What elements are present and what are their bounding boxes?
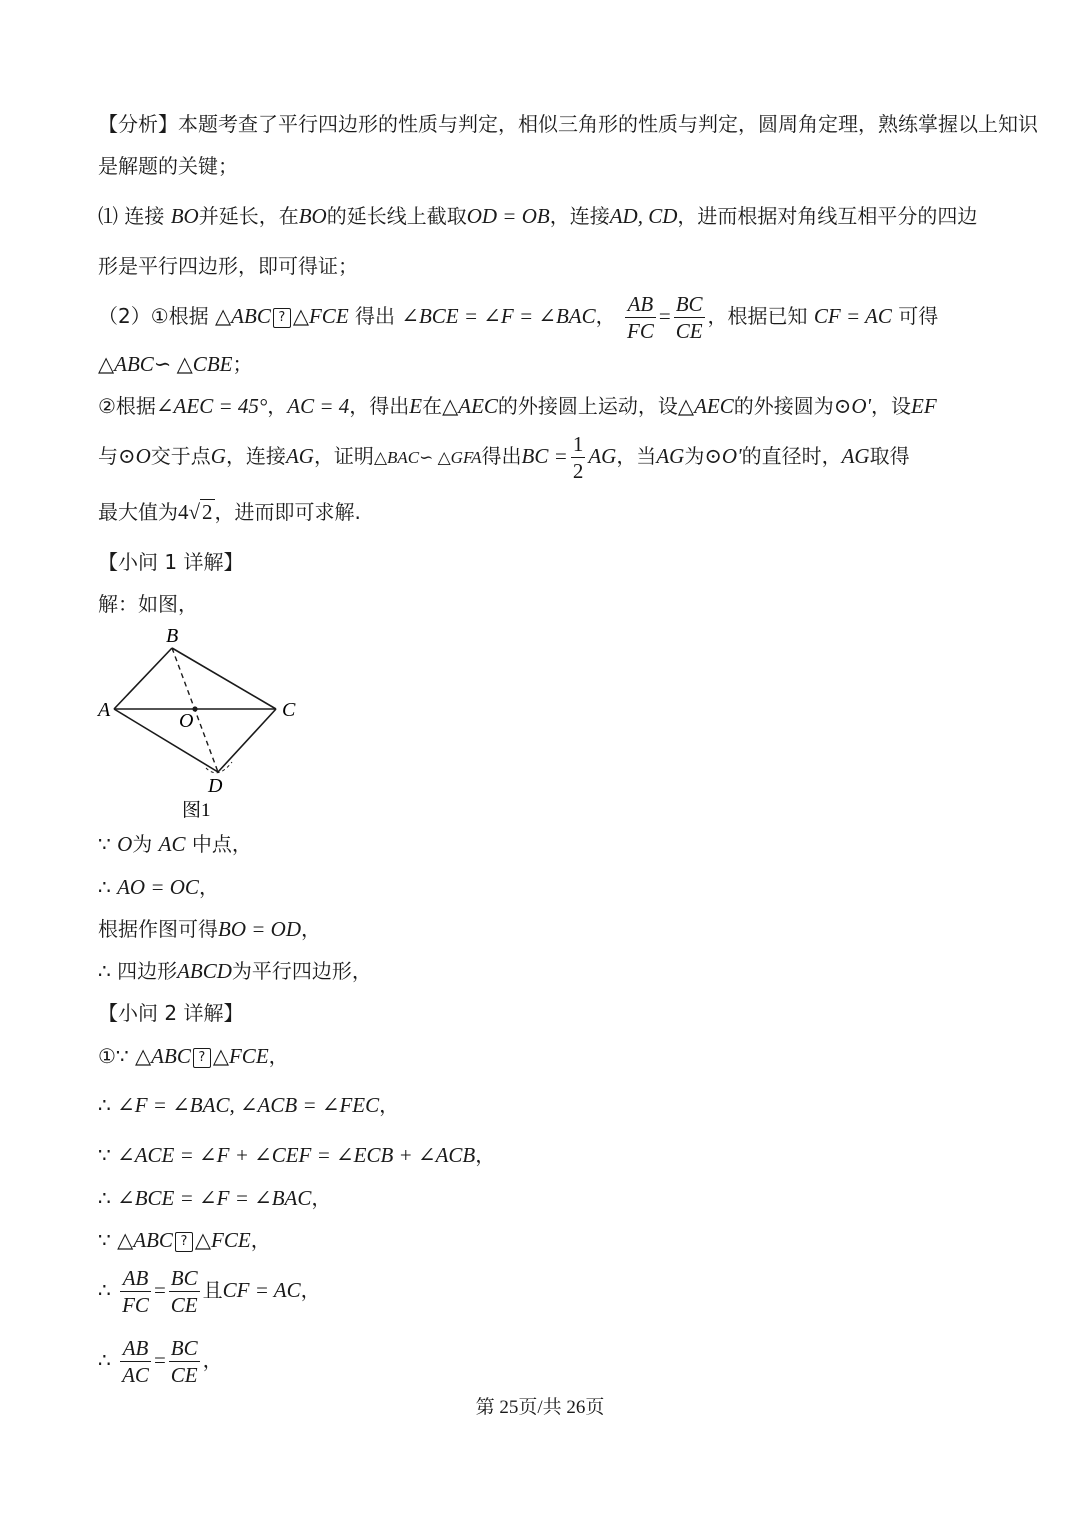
q2-line-2: ∴ ∠F = ∠BAC, ∠ACB = ∠FEC， <box>98 1093 400 1117</box>
label-c: C <box>282 699 296 721</box>
q2-line-4: ∴ ∠BCE = ∠F = ∠BAC， <box>98 1186 332 1210</box>
unknown-glyph-icon: ? <box>273 308 291 328</box>
analysis-line-2 <box>98 152 238 180</box>
figure-caption: 图1 <box>182 800 211 821</box>
analysis-part2-line-2: △ABC∽ △CBE； <box>98 352 253 376</box>
q2-line-7: ∴ $\frac{AB}{AC}$ = $\frac{BC}{CE}$ ， <box>98 1336 223 1387</box>
q1-step-4: ∴ 四边形ABCD为平行四边形， <box>98 959 372 983</box>
page-number-footer: 第 25页/共 26页 <box>475 1397 605 1418</box>
analysis-line-1 <box>98 110 1038 138</box>
analysis-part2-line-1: （2）①根据 △ABC ? △FCE 得出 ∠BCE = ∠F = ∠BAC， $\frac{AB}{FC}$ = $\frac{BC}{CE}$ ，根据已知 CF = AC 可得 <box>98 292 939 343</box>
label-a: A <box>98 699 111 721</box>
section-heading-q1: 【小问 1 详解】 <box>98 550 244 574</box>
edge-bc <box>172 648 276 709</box>
fraction: $\frac{AB}{FC}$ <box>122 1266 149 1317</box>
q1-step-3: 根据作图可得BO = OD， <box>98 917 321 941</box>
q1-step-1: ∵ O为 AC 中点， <box>98 832 252 856</box>
fraction: $\frac{AB}{AC}$ <box>122 1336 149 1387</box>
analysis-part1-line-1: ⑴ 连接 BO并延长，在BO的延长线上截取OD = OB，连接AD, CD，进而根据对角线互相平分的四边 <box>98 204 978 228</box>
fraction: $\frac{AB}{FC}$ <box>627 292 654 343</box>
q2-line-5: ∵ △ABC ? △FCE， <box>98 1228 271 1252</box>
edge-cd <box>218 709 276 772</box>
edge-ab <box>114 648 172 709</box>
label-o: O <box>179 710 194 732</box>
analysis-part3-line-3: 最大值为4√2 ，进而即可求解. <box>98 500 361 524</box>
analysis-part3-line-2: 与⊙O交于点G，连接AG，证明△BAC∽ △GFA得出BC = $\frac{1}{2}$ AG，当AG为⊙O'的直径时，AG取得 <box>98 432 910 483</box>
q2-line-1: ①∵ △ABC ? △FCE， <box>98 1044 289 1068</box>
analysis-text: 是解题的关键； <box>98 154 238 178</box>
analysis-part1-line-2: 形是平行四边形，即可得证； <box>98 254 358 278</box>
analysis-text: 【分析】本题考查了平行四边形的性质与判定，相似三角形的性质与判定，圆周角定理，熟练掌握以上知识 <box>98 112 1038 136</box>
unknown-glyph-icon: ? <box>175 1232 193 1252</box>
section-heading-q2: 【小问 2 详解】 <box>98 1001 244 1025</box>
fraction: $\frac{BC}{CE}$ <box>675 292 703 343</box>
q2-line-6: ∴ $\frac{AB}{FC}$ = $\frac{BC}{CE}$ 且CF = AC， <box>98 1266 321 1317</box>
parallelogram-figure <box>92 622 322 828</box>
sqrt: 2 <box>202 500 213 524</box>
analysis-part3-line-1: ②根据∠AEC = 45°，AC = 4，得出E在△AEC的外接圆上运动，设△AEC的外接圆为⊙O'，设EF <box>98 394 937 418</box>
edge-ad <box>114 709 218 772</box>
unknown-glyph-icon: ? <box>193 1048 211 1068</box>
q1-step-2: ∴ AO = OC， <box>98 875 219 899</box>
label-b: B <box>166 625 179 647</box>
label-d: D <box>208 775 223 797</box>
fraction: $\frac{1}{2}$ <box>572 432 584 483</box>
fraction: $\frac{BC}{CE}$ <box>170 1336 198 1387</box>
q1-intro: 解：如图， <box>98 592 198 616</box>
fraction: $\frac{BC}{CE}$ <box>170 1266 198 1317</box>
q2-line-3: ∵ ∠ACE = ∠F + ∠CEF = ∠ECB + ∠ACB， <box>98 1143 496 1167</box>
